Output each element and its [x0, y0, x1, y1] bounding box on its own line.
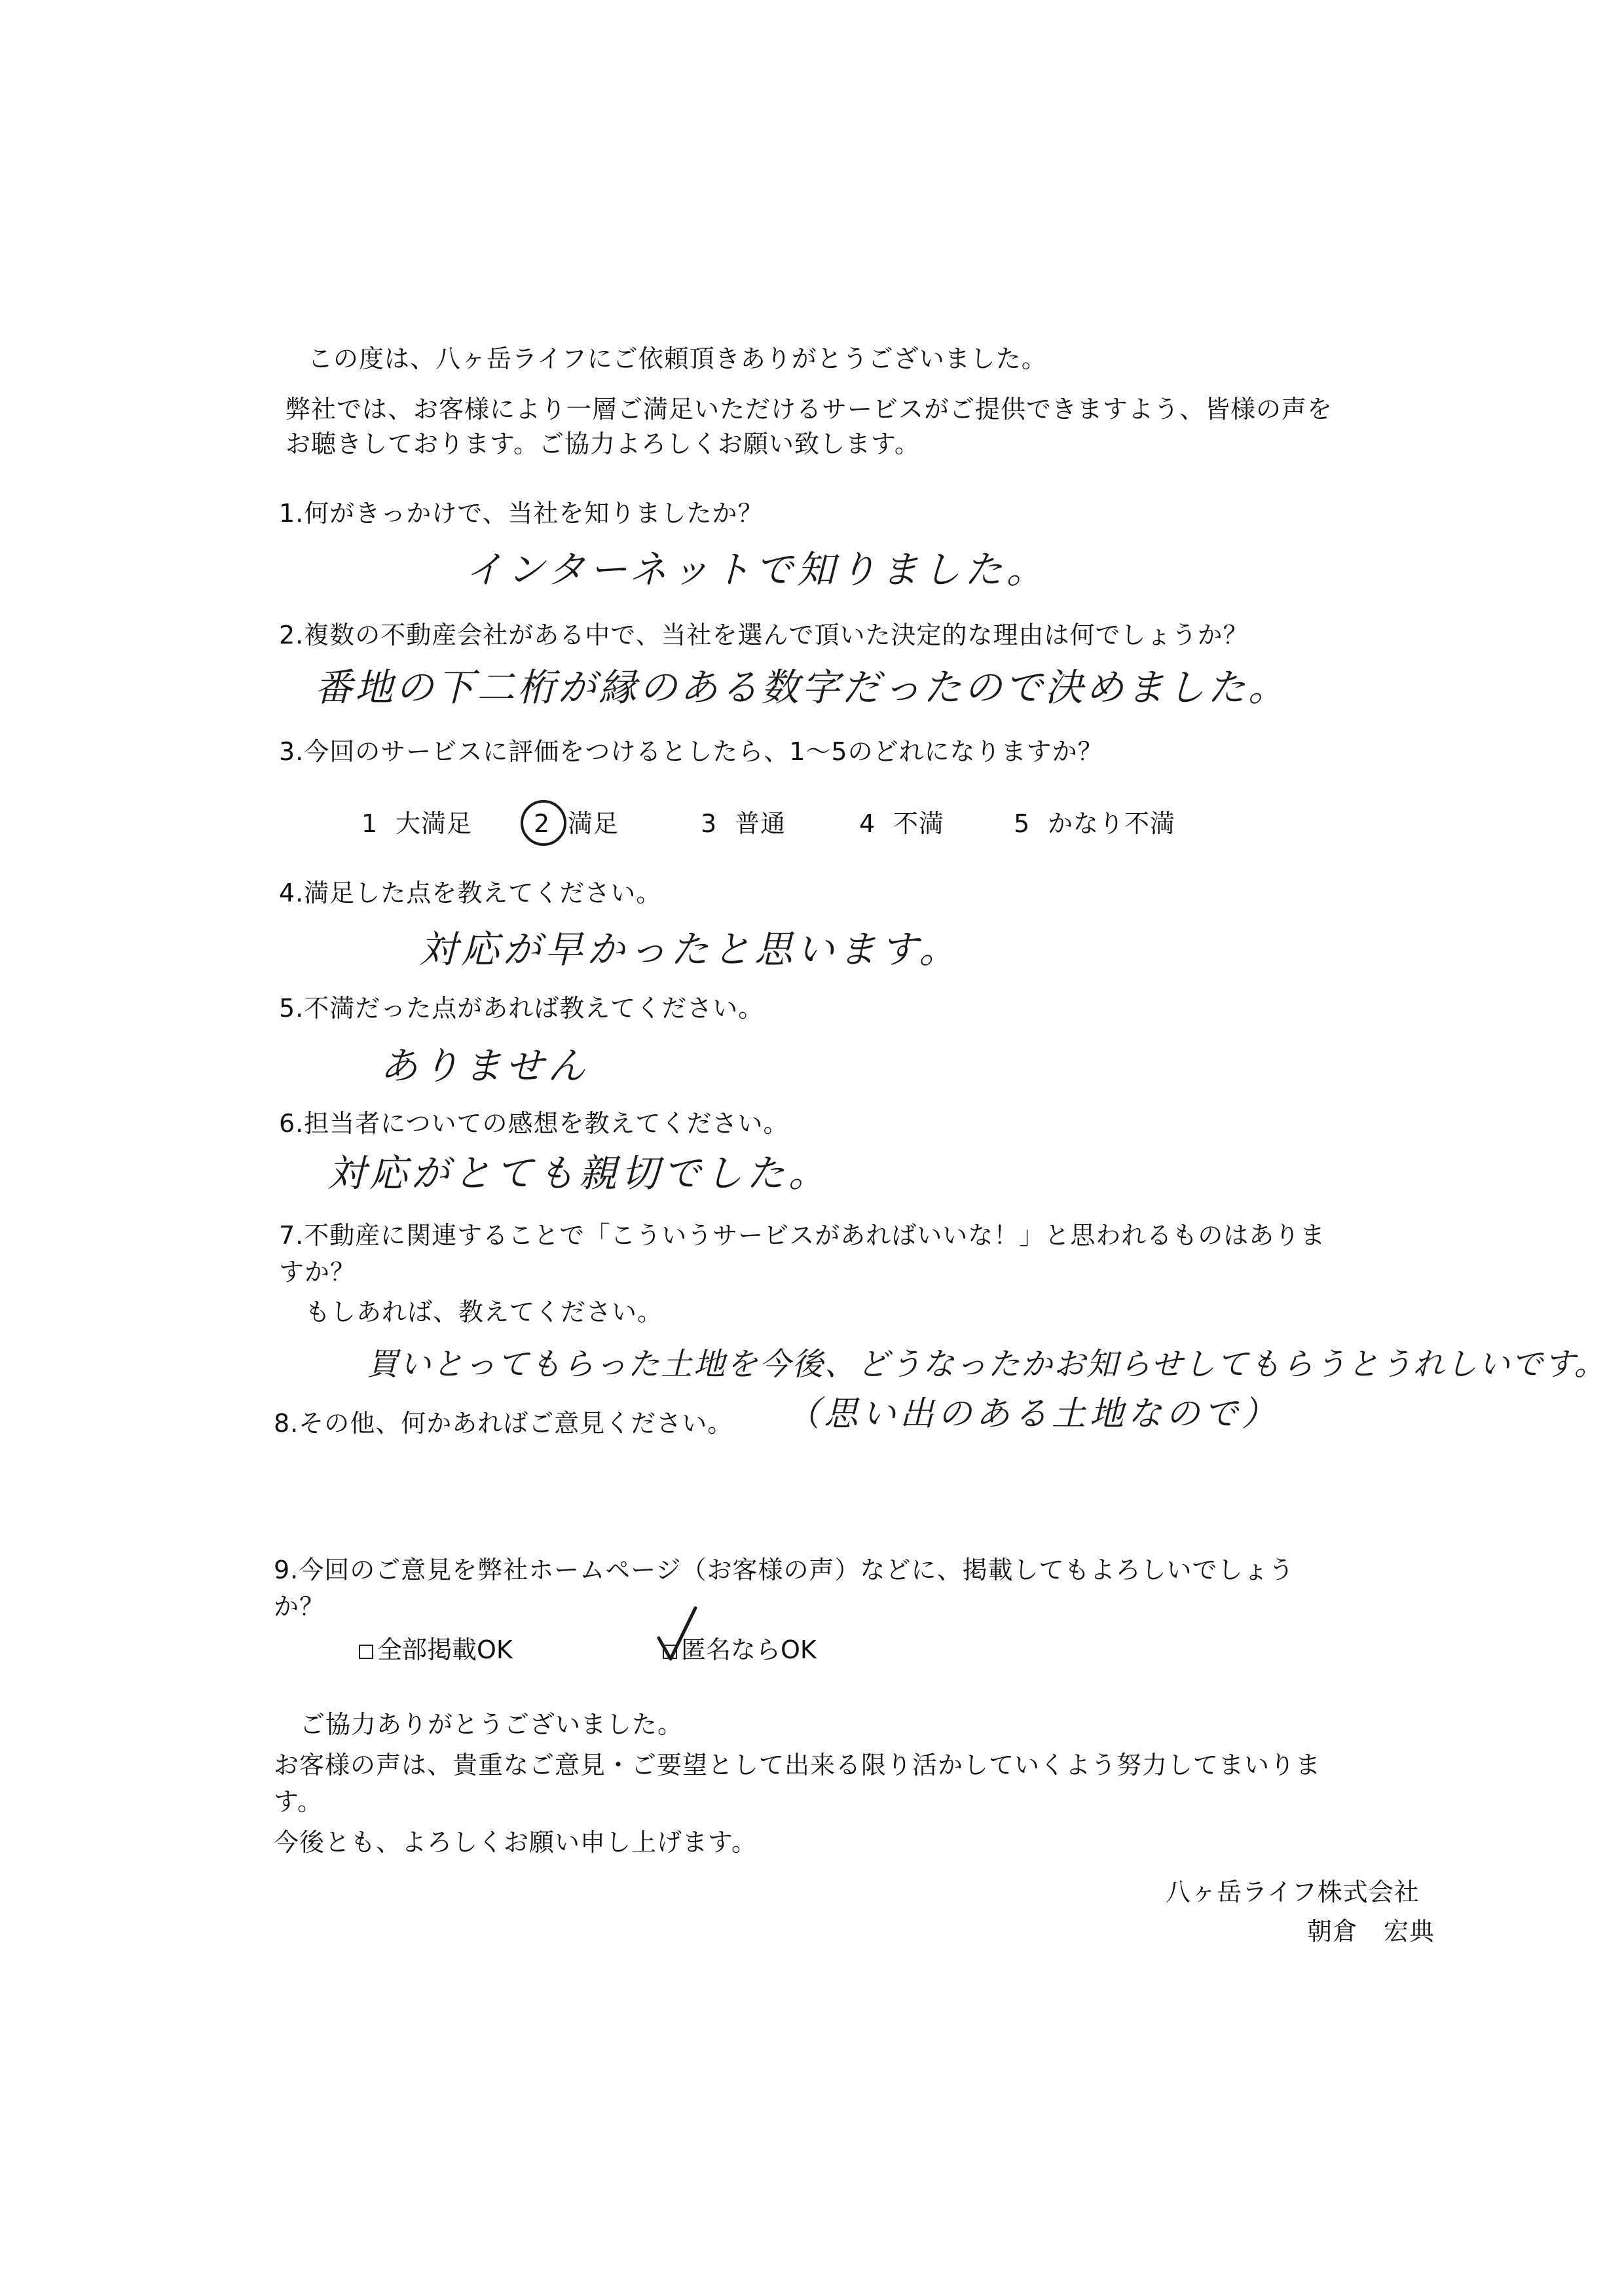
closing-line-3: す。 [274, 1787, 323, 1816]
intro-line-1: この度は、八ヶ岳ライフにご依頼頂きありがとうございました。 [308, 344, 1047, 373]
checkbox-publish-all[interactable] [359, 1645, 373, 1659]
question-2: 2.複数の不動産会社がある中で、当社を選んで頂いた決定的な理由は何でしょうか？ [279, 621, 1249, 649]
rating-selected-circle [521, 800, 566, 846]
rating-option-number[interactable]: 3 [701, 809, 718, 838]
check-mark-icon [655, 1604, 701, 1663]
closing-line-4: 今後とも、よろしくお願い申し上げます。 [274, 1828, 757, 1857]
intro-line-3: お聴きしております。ご協力よろしくお願い致します。 [286, 429, 920, 458]
question-6: 6.担当者についての感想を教えてください。 [279, 1109, 789, 1138]
rating-option-number[interactable]: 1 [361, 809, 378, 838]
rating-option-number[interactable]: 2 [534, 809, 551, 838]
signature-company: 八ヶ岳ライフ株式会社 [1166, 1878, 1420, 1906]
question-7-line-1: 7.不動産に関連することで「こういうサービスがあればいいな！」と思われるものはありま [279, 1221, 1326, 1250]
rating-option-label: 普通 [735, 809, 786, 838]
rating-option-number[interactable]: 5 [1014, 809, 1031, 838]
question-3: 3.今回のサービスに評価をつけるとしたら、1～5のどれになりますか？ [279, 737, 1103, 766]
question-9-line-2: か？ [274, 1592, 325, 1621]
question-9-line-1: 9.今回のご意見を弊社ホームページ（お客様の声）などに、掲載してもよろしいでしょう [274, 1556, 1295, 1584]
closing-line-2: お客様の声は、貴重なご意見・ご要望として出来る限り活かしていくよう努力してまいりま [274, 1751, 1321, 1779]
answer-2-handwritten: 番地の下二桁が縁のある数字だったので決めました。 [314, 665, 1289, 710]
answer-5-handwritten: ありません [380, 1044, 590, 1088]
rating-option-label: かなり不満 [1048, 809, 1176, 838]
question-1: 1.何がきっかけで、当社を知りましたか？ [279, 499, 764, 528]
answer-1-handwritten: インターネットで知りました。 [465, 547, 1048, 592]
closing-line-1: ご協力ありがとうございました。 [300, 1710, 684, 1739]
question-8: 8.その他、何かあればご意見ください。 [274, 1409, 733, 1438]
rating-option-number[interactable]: 4 [859, 809, 876, 838]
answer-7-handwritten-line-2: （思い出のある土地なので） [786, 1394, 1280, 1434]
signature-name: 朝倉 宏典 [1307, 1917, 1435, 1946]
question-5: 5.不満だった点があれば教えてください。 [279, 994, 764, 1023]
question-7-line-2: すか？ [279, 1258, 356, 1286]
question-4: 4.満足した点を教えてください。 [279, 879, 662, 907]
rating-option-label: 満足 [568, 809, 619, 838]
answer-6-handwritten: 対応がとても親切でした。 [327, 1151, 831, 1195]
publish-option-anonymous-label: 匿名ならOK [681, 1635, 817, 1664]
rating-option-label: 不満 [893, 809, 945, 838]
answer-7-handwritten-line-1: 買いとってもらった土地を今後、どうなったかお知らせしてもらうとうれしいです。 [367, 1346, 1607, 1383]
rating-option-label: 大満足 [396, 809, 473, 838]
answer-4-handwritten: 対応が早かったと思います。 [419, 927, 961, 972]
publish-option-all-label: 全部掲載OK [377, 1635, 513, 1664]
intro-line-2: 弊社では、お客様により一層ご満足いただけるサービスがご提供できますよう、皆様の声を [286, 395, 1333, 424]
publish-option-all[interactable] [359, 1634, 513, 1666]
question-7-line-3: もしあれば、教えてください。 [305, 1298, 663, 1326]
